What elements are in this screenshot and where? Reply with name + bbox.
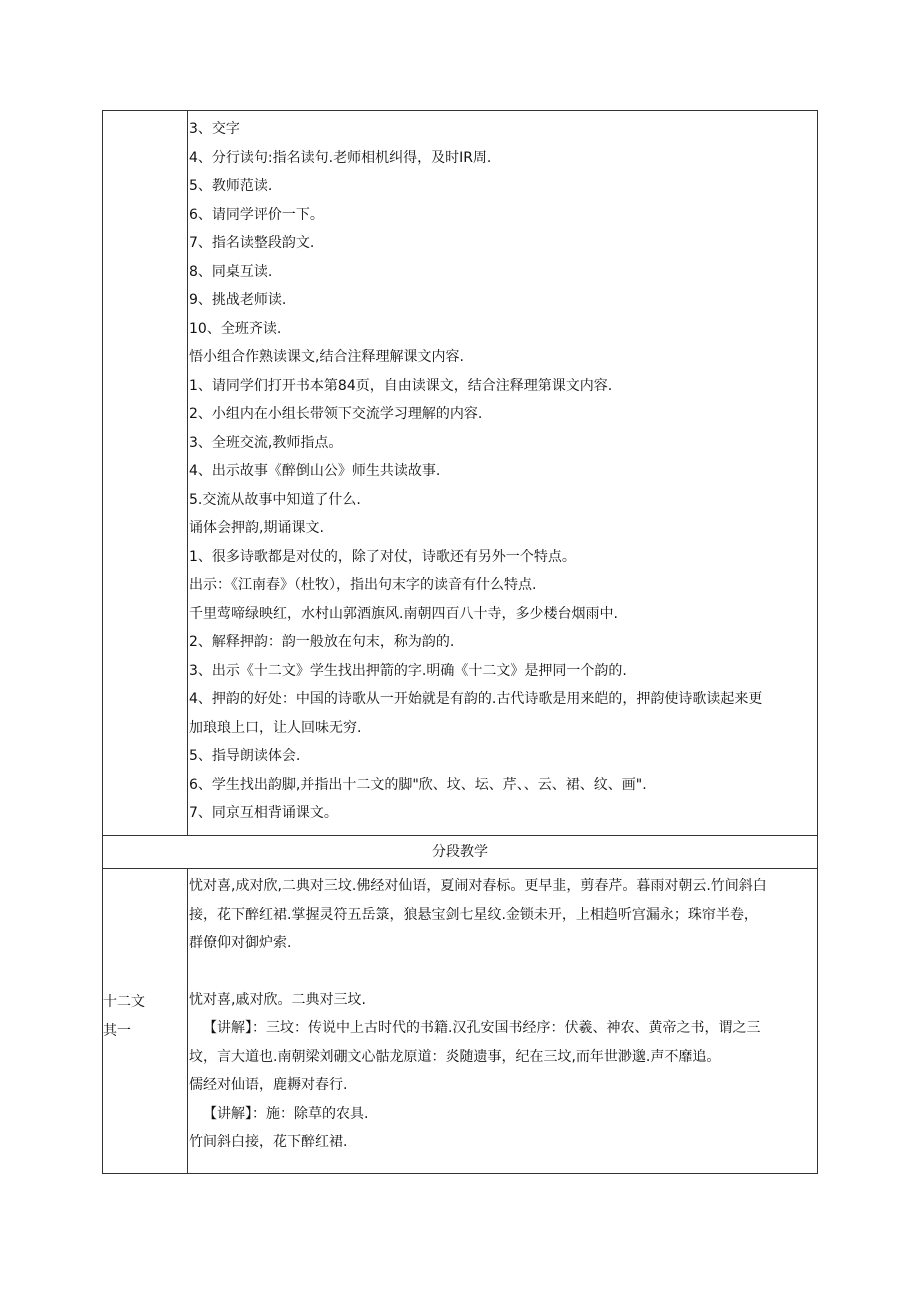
- step-heading: 诵体会押韵,期诵课文.: [189, 520, 324, 536]
- lesson-content: [189, 872, 817, 1157]
- step-line: 7、同京互相背诵课文。: [189, 805, 338, 821]
- step-line: 7、指名读整段韵文.: [189, 235, 315, 251]
- poem-line: 千里莺啼绿映红，水村山郭酒旗风.南朝四百八十寺，多少楼台烟雨中.: [189, 605, 618, 622]
- explanation-label: 【讲解】: [203, 1105, 252, 1122]
- explanation-line: 【讲解】：三坟：传说中上古时代的书籍.汉孔安国书经序：伏羲、神农、黄帝之书，谓之三: [203, 1020, 761, 1036]
- poem-line: 儒经对仙语，鹿耨对春行.: [189, 1077, 348, 1093]
- poem-line: 竹间斜白接，花下醉红裙.: [189, 1134, 348, 1150]
- poem-line: 群僚仰对御炉索.: [189, 935, 292, 951]
- step-line: 加琅琅上口，让人回味无穷.: [189, 719, 362, 736]
- step-line: 3、全班交流,教师指点。: [189, 434, 343, 451]
- step-heading: 悟小组合作熟读课文,结合注释理解课文内容.: [189, 349, 464, 365]
- step-line: 6、学生找出韵脚,并指出十二文的脚"欣、坟、坛、芹、、云、裙、纹、画".: [189, 776, 647, 793]
- explanation-line: 坟，言大道也.南朝梁刘硼文心骷龙原道：炎随遗事，纪在三坟,而年世渺邈.声不靡追。: [189, 1048, 721, 1065]
- steps-cell: [189, 115, 817, 828]
- step-line: 5、指导朗读体会.: [189, 748, 301, 764]
- step-line: 4、出示故事《醉倒山公》师生共读故事.: [189, 463, 441, 479]
- step-line: 出示：《江南春》（杜牧），指出句末字的读音有什么特点.: [189, 577, 537, 593]
- lesson-label-line1: 十二文: [103, 994, 145, 1010]
- lesson-label-line2: 其一: [103, 1022, 131, 1039]
- step-line: 4、押韵的好处：中国的诗歌从一开始就是有韵的.古代诗歌是用来皑的，押韵使诗歌读起来更: [189, 691, 763, 707]
- step-line: 2、小组内在小组长带领下交流学习理解的内容.: [189, 406, 483, 422]
- poem-line: 忧对喜,戚对欣。二典对三坟.: [189, 991, 366, 1008]
- step-line: 1、请同学们打开书本第84页，自由读课文，结合注释理第课文内容.: [189, 377, 613, 394]
- poem-line: 接，花下醉红裙.掌握灵符五岳箓，狼悬宝剑七星纹.金锁未开，上相趋听宫漏永；珠帘半卷，: [189, 906, 758, 923]
- step-line: 9、挑战老师读.: [189, 292, 287, 308]
- section-header: 分段教学: [432, 844, 488, 860]
- column-divider-top: [187, 111, 188, 835]
- explanation-line: 【讲解】：施：除草的农具.: [203, 1105, 369, 1122]
- step-line: 5、教师范读.: [189, 178, 273, 194]
- step-line: 2、解释押韵：韵一般放在句末，称为韵的.: [189, 634, 455, 650]
- poem-line: 忧对喜,成对欣,二典对三坟.佛经对仙语，夏闹对春标。更早韭，剪春芹。暮雨对朝云.竹间斜白: [189, 878, 767, 894]
- step-line: 5.交流从故事中知道了什么.: [189, 491, 361, 508]
- blank-line: [189, 958, 817, 986]
- column-divider-bottom: [187, 868, 188, 1174]
- step-line: 1、很多诗歌都是对仗的，除了对仗，诗歌还有另外一个特点。: [189, 548, 576, 565]
- row-divider-1: [103, 835, 817, 836]
- step-line: 8、同桌互读.: [189, 263, 273, 280]
- step-line: 6、请同学评价一下。: [189, 206, 324, 223]
- step-line: 4、分行读句:指名读句.老师相机纠得，及时IR周.: [189, 149, 492, 166]
- lesson-label: [103, 988, 187, 1045]
- lesson-table: [102, 110, 818, 1174]
- explanation-label: 【讲解】: [203, 1020, 252, 1036]
- step-line: 3、交字: [189, 121, 240, 137]
- step-line: 3、出示《十二文》学生找出押箭的字.明确《十二文》是押同一个韵的.: [189, 662, 627, 679]
- step-line: 10、全班齐读.: [189, 320, 282, 337]
- row-divider-2: [103, 868, 817, 869]
